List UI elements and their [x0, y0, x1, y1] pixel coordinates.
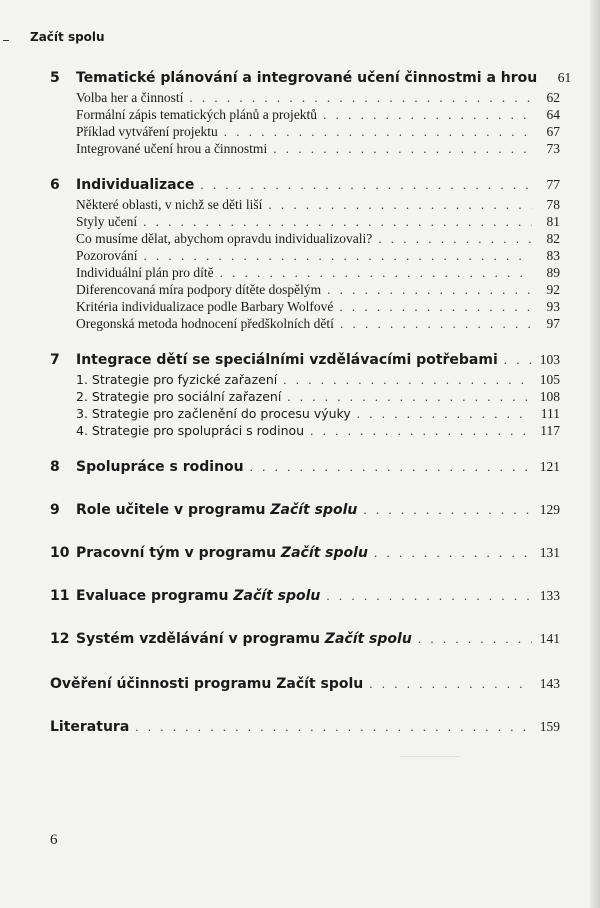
toc-chapter-row[interactable] — [50, 348, 560, 371]
toc-chapter — [50, 455, 560, 478]
toc-entry-row[interactable] — [50, 264, 560, 281]
chapter-title — [76, 628, 412, 651]
toc-chapter-row[interactable] — [50, 672, 560, 695]
dot-leader — [283, 371, 532, 388]
dot-leader — [144, 247, 533, 264]
dot-leader — [189, 89, 532, 106]
entry-title: Integrované učení hrou a činnostmi — [76, 141, 268, 156]
entry-title: Co musíme dělat, abychom opravdu individualizovali? — [76, 231, 373, 246]
toc-chapter-row[interactable] — [50, 498, 560, 521]
toc-entry-row[interactable] — [50, 422, 560, 439]
entry-title: Formální zápis tematických plánů a projektů — [76, 107, 318, 122]
chapter-title — [76, 349, 498, 372]
chapter-title-italic: Začít spolu — [270, 502, 358, 518]
chapter-title — [50, 673, 363, 696]
entry-page: 82 — [546, 231, 560, 246]
chapter-page: 133 — [539, 588, 560, 603]
chapter-number: 8 — [50, 459, 60, 475]
toc-chapter — [50, 541, 560, 564]
chapter-title-text: Systém vzdělávání v programu — [76, 631, 325, 647]
chapter-number: 12 — [50, 631, 70, 647]
chapter-title-text: Ověření účinnosti programu Začít spolu — [50, 676, 364, 692]
dot-leader — [310, 422, 532, 439]
dot-leader — [143, 213, 532, 230]
entry-title: Diferencovaná míra podpory dítěte dospělým — [76, 282, 322, 297]
toc-chapter-row[interactable] — [50, 455, 560, 478]
toc-chapter-row[interactable] — [50, 66, 572, 89]
chapter-title-text: Pracovní tým v programu — [76, 545, 281, 561]
chapter-page: 143 — [539, 676, 560, 691]
chapter-title — [76, 67, 537, 90]
toc-entry-row[interactable] — [50, 106, 560, 123]
chapter-page: 129 — [539, 502, 560, 517]
chapter-title-italic: Začít spolu — [324, 631, 412, 647]
toc-entry-row[interactable] — [50, 315, 560, 332]
dot-leader — [287, 388, 532, 405]
running-header: Začít spolu — [30, 30, 105, 44]
chapter-number: 5 — [50, 70, 60, 86]
toc-chapter — [50, 715, 560, 738]
entry-title: Volba her a činností — [76, 90, 184, 105]
entry-page: 111 — [540, 406, 560, 421]
entry-page: 108 — [539, 389, 560, 404]
chapter-number: 9 — [50, 502, 60, 518]
toc-entry-row[interactable] — [50, 123, 560, 140]
toc-chapter — [50, 584, 560, 607]
dot-leader — [357, 405, 532, 422]
page-edge — [590, 0, 600, 908]
chapter-number: 7 — [50, 352, 60, 368]
toc-entry-row[interactable] — [50, 213, 560, 230]
entry-page: 97 — [546, 316, 560, 331]
toc-entry-row[interactable] — [50, 281, 560, 298]
dot-leader — [327, 281, 532, 298]
entry-title: 3. Strategie pro začlenění do procesu výuky — [76, 406, 351, 421]
entry-page: 73 — [546, 141, 560, 156]
dot-leader — [323, 106, 532, 123]
chapter-page: 121 — [539, 459, 560, 474]
toc-entry-row[interactable] — [50, 371, 560, 388]
chapter-page: 61 — [557, 70, 572, 85]
chapter-title — [50, 716, 129, 739]
chapter-title-text: Literatura — [50, 719, 130, 735]
dot-leader — [250, 455, 532, 478]
entry-page: 83 — [546, 248, 560, 263]
entry-title: Oregonská metoda hodnocení předškolních dětí — [76, 316, 334, 331]
toc-entry-row[interactable] — [50, 298, 560, 315]
toc-entry-row[interactable] — [50, 89, 560, 106]
toc-chapter — [50, 672, 560, 695]
entry-title: 2. Strategie pro sociální zařazení — [76, 389, 282, 404]
dot-leader — [340, 315, 532, 332]
toc-entry-row[interactable] — [50, 388, 560, 405]
dot-leader — [326, 584, 532, 607]
chapter-title-italic: Začít spolu — [280, 545, 368, 561]
toc-entry-row[interactable] — [50, 230, 560, 247]
entry-page: 92 — [546, 282, 560, 297]
dot-leader — [268, 196, 532, 213]
entry-page: 64 — [546, 107, 560, 122]
chapter-title — [76, 499, 357, 522]
chapter-page: 159 — [539, 719, 560, 734]
chapter-title — [76, 585, 320, 608]
toc-entry-row[interactable] — [50, 405, 560, 422]
chapter-title-text: Individualizace — [76, 177, 195, 193]
entry-title: 4. Strategie pro spolupráci s rodinou — [76, 423, 305, 438]
entry-title: Kritéria individualizace podle Barbary Wolfové — [76, 299, 334, 314]
entry-page: 78 — [546, 197, 560, 212]
chapter-title-text: Spolupráce s rodinou — [76, 459, 244, 475]
corner-mark — [3, 40, 9, 41]
dot-leader — [374, 541, 532, 564]
entry-title: Styly učení — [76, 214, 138, 229]
toc-chapter-row[interactable] — [50, 627, 560, 650]
dot-leader — [339, 298, 532, 315]
chapter-title — [76, 456, 244, 479]
dot-leader — [418, 627, 532, 650]
chapter-number: 6 — [50, 177, 60, 193]
entry-page: 117 — [540, 423, 560, 438]
dot-leader — [378, 230, 532, 247]
entry-page: 62 — [546, 90, 560, 105]
dot-leader — [273, 140, 532, 157]
entry-title: 1. Strategie pro fyzické zařazení — [76, 372, 278, 387]
entry-title: Individuální plán pro dítě — [76, 265, 214, 280]
chapter-page: 77 — [546, 177, 560, 192]
chapter-title — [76, 174, 194, 197]
chapter-title-italic: Začít spolu — [233, 588, 321, 604]
chapter-number: 10 — [50, 545, 70, 561]
paper-smudge — [400, 756, 460, 757]
toc-entry-row[interactable] — [50, 247, 560, 264]
toc-entry-row[interactable] — [50, 140, 560, 157]
chapter-title-text: Integrace dětí se speciálními vzdělávacími potřebami — [76, 352, 498, 368]
toc-entry-row[interactable] — [50, 196, 560, 213]
dot-leader — [135, 715, 532, 738]
dot-leader — [200, 173, 532, 196]
entry-page: 105 — [539, 372, 560, 387]
chapter-title-text: Evaluace programu — [76, 588, 234, 604]
dot-leader — [220, 264, 532, 281]
dot-leader — [504, 348, 532, 371]
chapter-page: 141 — [539, 631, 560, 646]
table-of-contents — [50, 66, 572, 758]
dot-leader — [363, 498, 532, 521]
chapter-title-text: Role učitele v programu — [76, 502, 271, 518]
dot-leader — [224, 123, 532, 140]
entry-title: Některé oblasti, v nichž se děti liší — [76, 197, 263, 212]
page-number: 6 — [50, 832, 58, 848]
entry-page: 89 — [546, 265, 560, 280]
chapter-number: 11 — [50, 588, 70, 604]
toc-chapter — [50, 498, 560, 521]
toc-chapter-row[interactable] — [50, 584, 560, 607]
entry-page: 93 — [546, 299, 560, 314]
dot-leader — [369, 672, 532, 695]
chapter-page: 131 — [539, 545, 560, 560]
chapter-page: 103 — [539, 352, 560, 367]
toc-chapter — [50, 66, 572, 157]
chapter-title — [76, 542, 368, 565]
toc-chapter-row[interactable] — [50, 541, 560, 564]
toc-chapter-row[interactable] — [50, 715, 560, 738]
toc-chapter — [50, 173, 560, 332]
toc-chapter-row[interactable] — [50, 173, 560, 196]
toc-chapter — [50, 348, 560, 439]
chapter-title-text: Tematické plánování a integrované učení činnostmi a hrou — [76, 70, 538, 86]
entry-page: 81 — [546, 214, 560, 229]
entry-title: Příklad vytváření projektu — [76, 124, 218, 139]
entry-title: Pozorování — [76, 248, 138, 263]
toc-chapter — [50, 627, 560, 650]
entry-page: 67 — [546, 124, 560, 139]
